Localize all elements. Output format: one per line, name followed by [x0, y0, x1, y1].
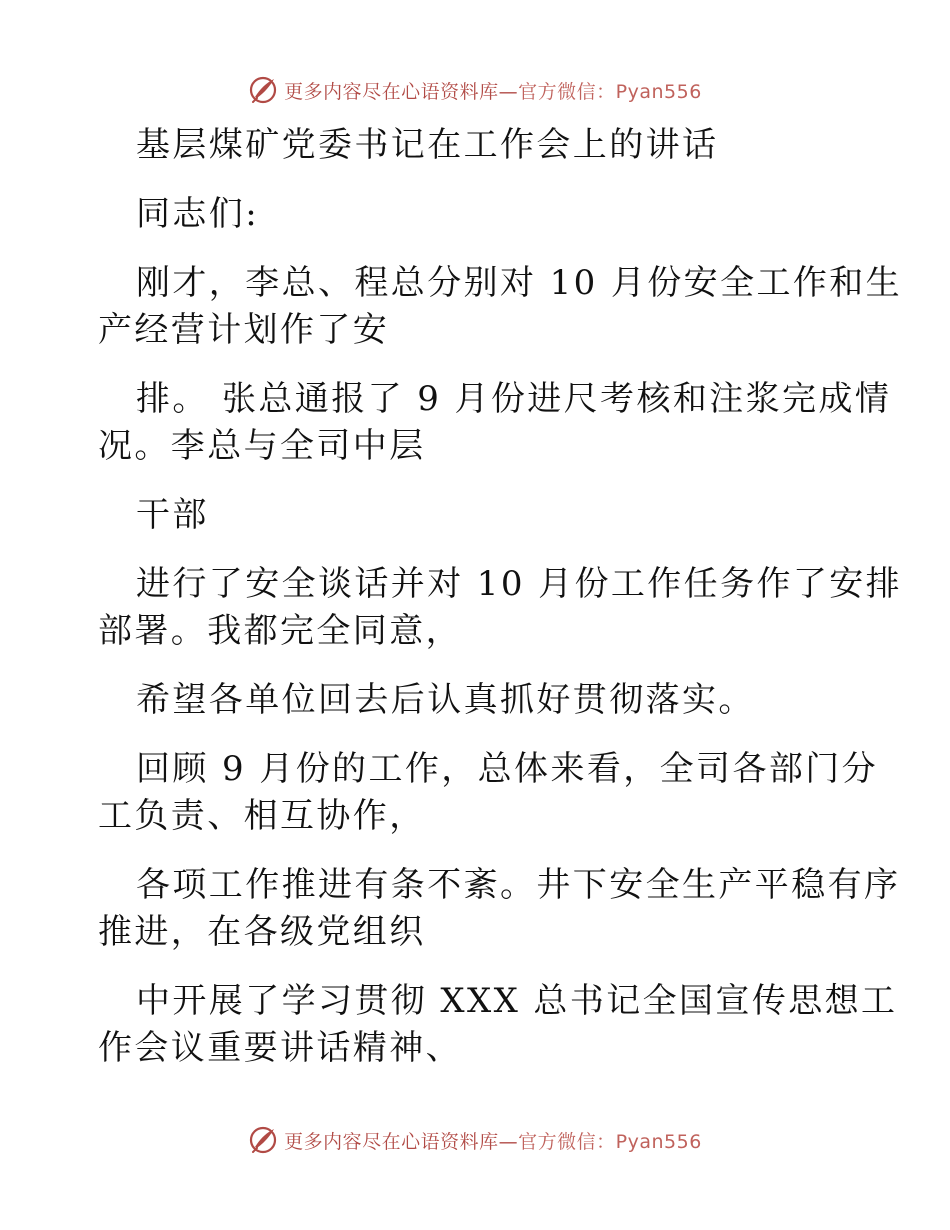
body-line: 希望各单位回去后认真抓好贯彻落实。: [136, 680, 755, 720]
page-footer: [0, 1122, 950, 1158]
quill-pen-logo-icon: [248, 1125, 278, 1155]
body-line: 排。 张总通报了 9 月份进尺考核和注浆完成情: [136, 379, 892, 419]
page-header: [0, 72, 950, 108]
document-title: 基层煤矿党委书记在工作会上的讲话: [136, 125, 719, 165]
quill-pen-logo-icon: [248, 75, 278, 105]
document-body: [98, 122, 903, 1072]
body-line: 产经营计划作了安: [98, 310, 390, 350]
body-line: 中开展了学习贯彻 XXX 总书记全国宣传思想工: [136, 981, 898, 1021]
salutation: 同志们:: [136, 194, 260, 234]
footer-banner-text: 更多内容尽在心语资料库—官方微信：Pyan556: [284, 1130, 702, 1153]
body-line: 干部: [136, 495, 209, 535]
body-line: 工负责、相互协作，: [98, 796, 426, 836]
body-line: 作会议重要讲话精神、: [98, 1028, 462, 1068]
body-line: 刚才，李总、程总分别对 10 月份安全工作和生: [136, 263, 903, 303]
header-banner: [248, 75, 702, 105]
body-line: 况。李总与全司中层: [98, 426, 426, 466]
body-line: 推进，在各级党组织: [98, 912, 426, 952]
body-line: 各项工作推进有条不紊。井下安全生产平稳有序: [136, 865, 901, 905]
footer-banner: [248, 1125, 702, 1155]
body-line: 部署。我都完全同意，: [98, 611, 462, 651]
body-line: 进行了安全谈话并对 10 月份工作任务作了安排: [136, 564, 903, 604]
header-banner-text: 更多内容尽在心语资料库—官方微信：Pyan556: [284, 80, 702, 103]
body-line: 回顾 9 月份的工作，总体来看，全司各部门分: [136, 749, 879, 789]
